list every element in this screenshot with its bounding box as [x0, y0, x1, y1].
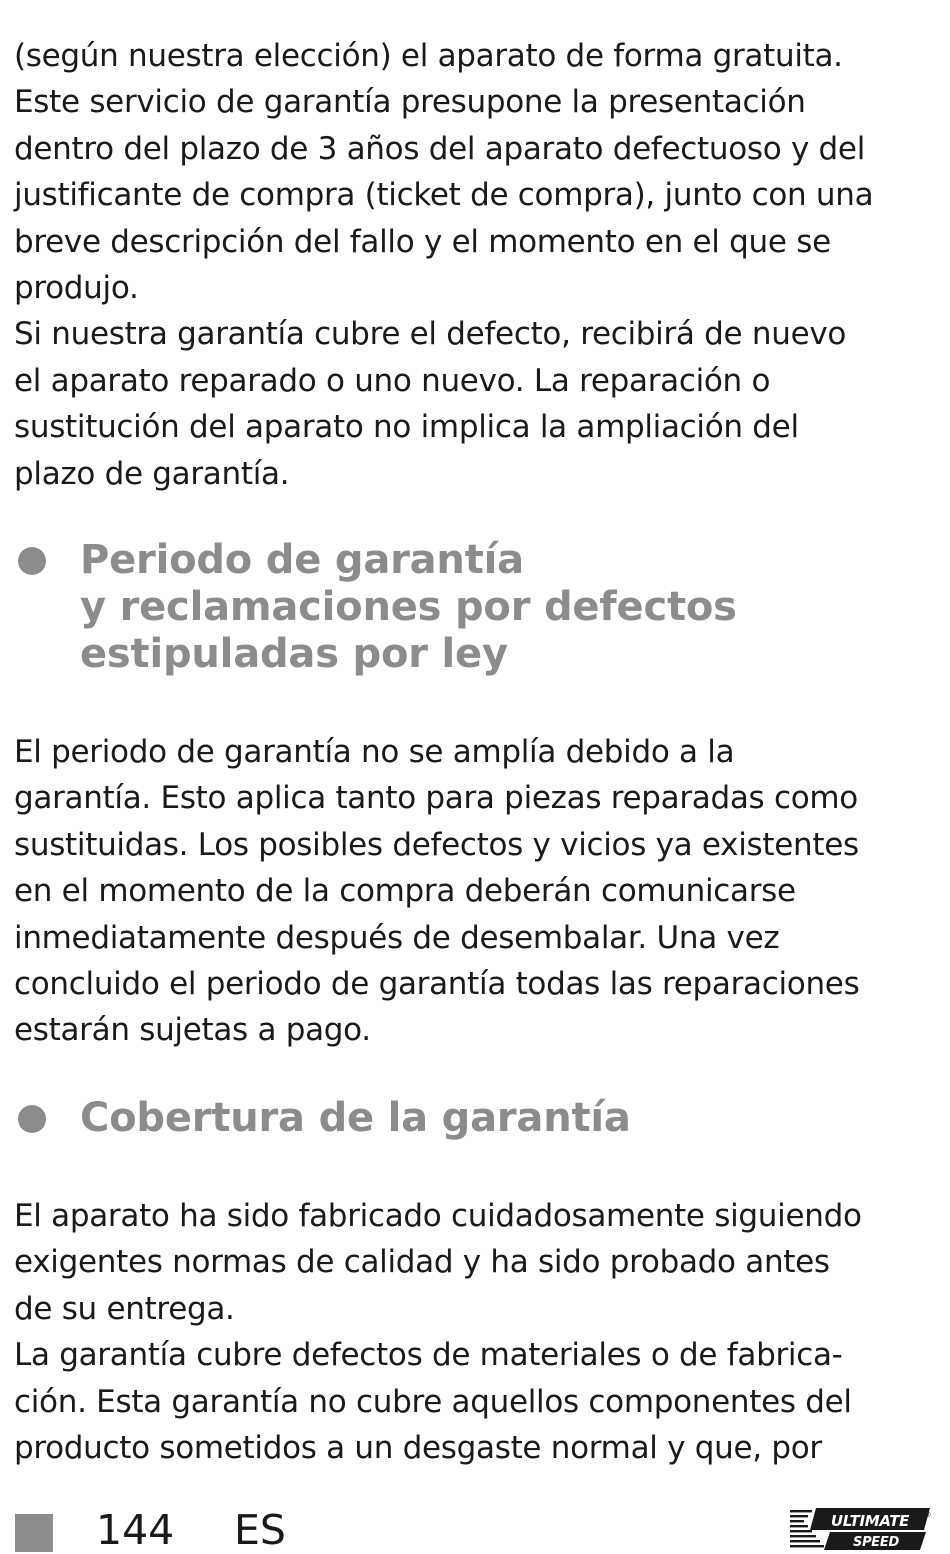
- text-line: Este servicio de garantía presupone la presentación: [14, 84, 806, 121]
- text-line: plazo de garantía.: [14, 455, 290, 492]
- intro-paragraph: [14, 33, 938, 497]
- section-heading-warranty-coverage: [14, 1095, 934, 1142]
- text-line: producto sometidos a un desgaste normal y que, por: [14, 1430, 822, 1467]
- text-line: produjo.: [14, 270, 139, 307]
- heading-line: y reclamaciones por defectos: [80, 584, 737, 630]
- bullet-icon: [18, 1105, 46, 1133]
- text-line: Si nuestra garantía cubre el defecto, recibirá de nuevo: [14, 316, 847, 353]
- text-line: La garantía cubre defectos de materiales o de fabrica-: [14, 1337, 843, 1374]
- bullet-icon: [18, 547, 46, 575]
- section-heading-text: [80, 537, 737, 678]
- heading-line: Periodo de garantía: [80, 537, 524, 583]
- text-line: el aparato reparado o uno nuevo. La reparación o: [14, 362, 771, 399]
- page-number: 144: [96, 1506, 175, 1554]
- ultimate-speed-logo: [790, 1506, 934, 1552]
- text-line: concluido el periodo de garantía todas las reparaciones: [14, 966, 860, 1003]
- text-line: de su entrega.: [14, 1290, 235, 1327]
- text-line: estarán sujetas a pago.: [14, 1012, 371, 1049]
- text-line: exigentes normas de calidad y ha sido probado antes: [14, 1244, 830, 1281]
- language-code: ES: [234, 1506, 286, 1554]
- text-line: sustitución del aparato no implica la ampliación del: [14, 409, 799, 446]
- text-line: El periodo de garantía no se amplía debido a la: [14, 734, 735, 770]
- section-heading-warranty-period: [14, 537, 934, 678]
- footer-marker: [15, 1514, 53, 1552]
- text-line: sustituidas. Los posibles defectos y vicios ya existentes: [14, 826, 859, 863]
- section-heading-text: [80, 1095, 631, 1142]
- logo-text-bottom: SPEED: [853, 1535, 899, 1550]
- text-line: inmediatamente después de desembalar. Una vez: [14, 919, 780, 956]
- text-line: en el momento de la compra deberán comunicarse: [14, 873, 796, 910]
- text-line: ción. Esta garantía no cubre aquellos componentes del: [14, 1383, 852, 1420]
- text-line: breve descripción del fallo y el momento en el que se: [14, 223, 831, 260]
- text-line: justificante de compra (ticket de compra), junto con una: [14, 177, 874, 214]
- text-line: El aparato ha sido fabricado cuidadosamente siguiendo: [14, 1198, 862, 1234]
- section-1-paragraph: [14, 729, 938, 1054]
- text-line: (según nuestra elección) el aparato de forma gratuita.: [14, 38, 843, 74]
- text-line: dentro del plazo de 3 años del aparato defectuoso y del: [14, 130, 866, 167]
- heading-line: estipuladas por ley: [80, 631, 508, 677]
- text-line: garantía. Esto aplica tanto para piezas reparadas como: [14, 780, 858, 817]
- section-2-paragraph: [14, 1193, 938, 1471]
- heading-line: Cobertura de la garantía: [80, 1095, 631, 1141]
- logo-text-top: ULTIMATE: [830, 1512, 910, 1530]
- registered-mark: ®: [924, 1511, 932, 1519]
